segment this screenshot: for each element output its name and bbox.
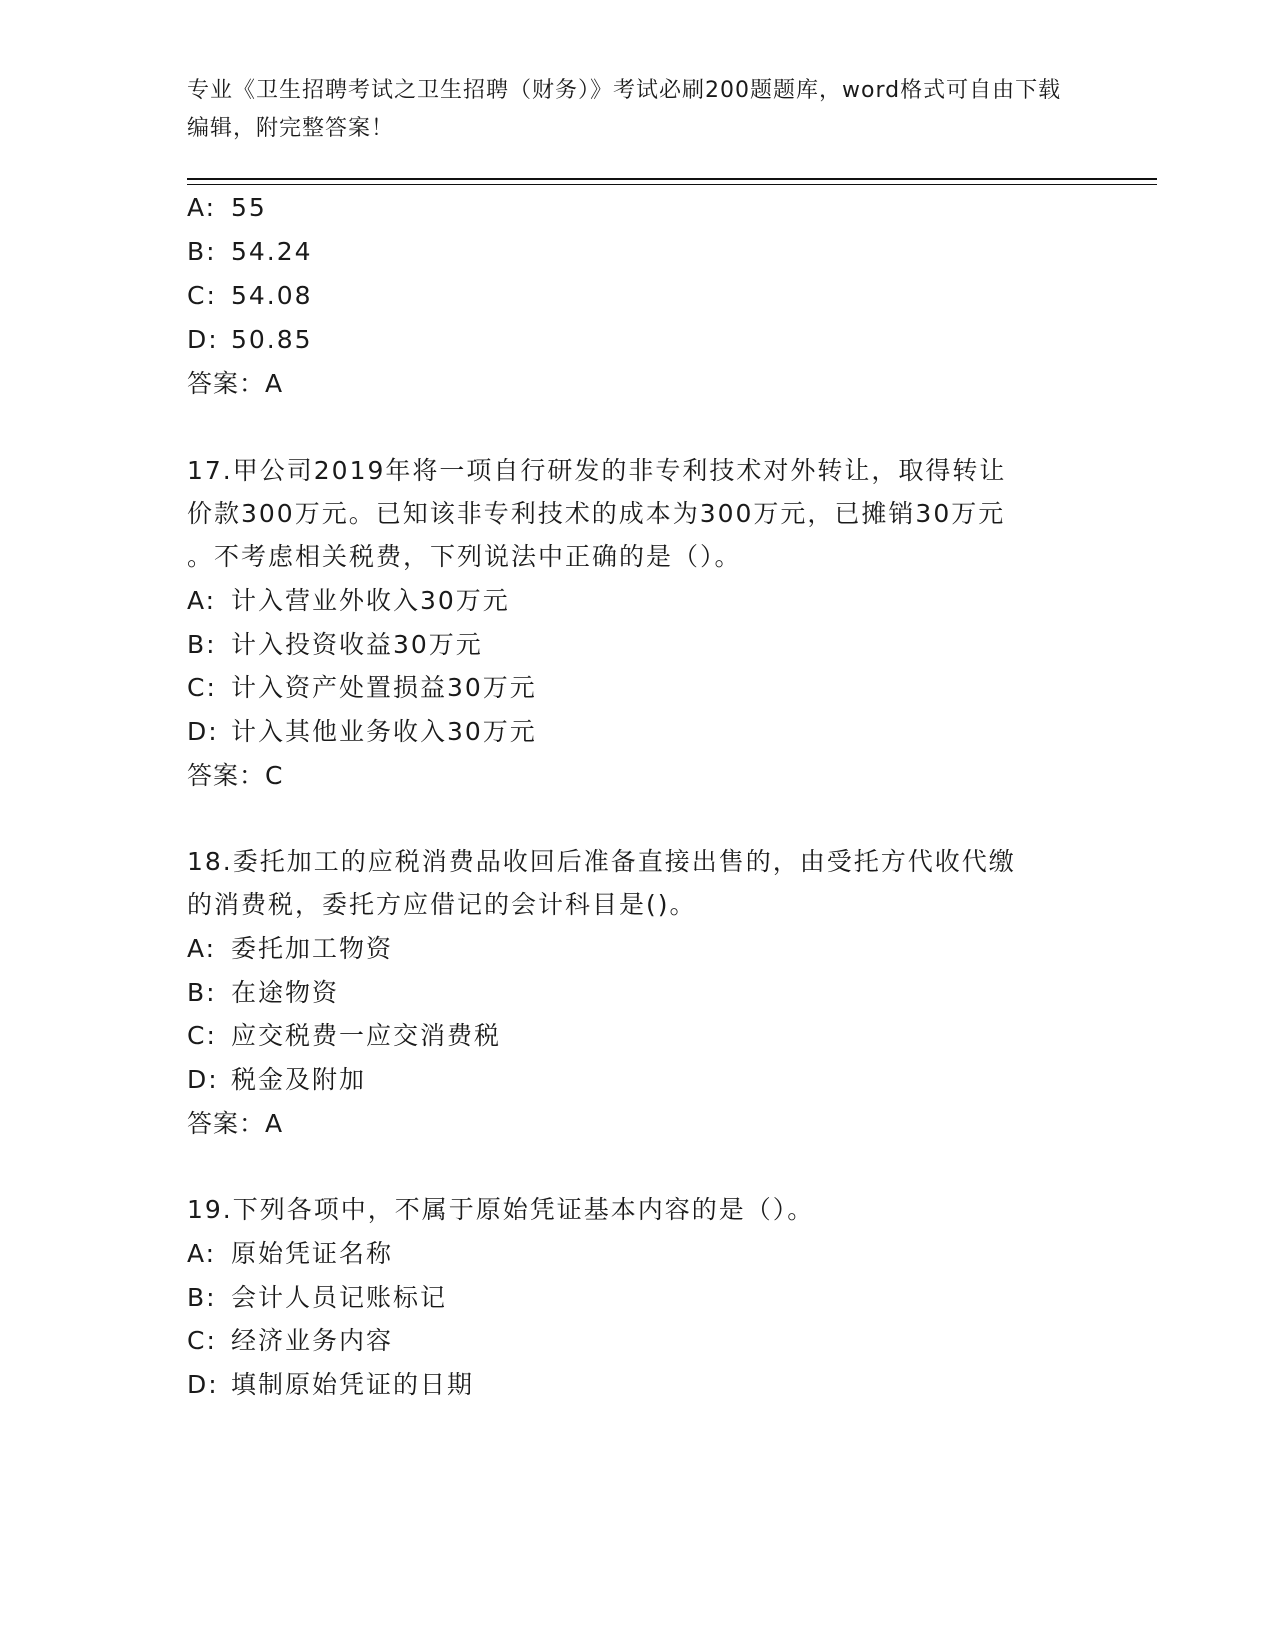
option-text: 计入营业外收入30万元: [231, 586, 510, 615]
option-text: 50.85: [231, 325, 313, 354]
q16-answer: 答案：A: [187, 369, 284, 398]
q17-option-b: [187, 629, 483, 661]
q17-option-d: [187, 716, 537, 748]
q16-option-a: [187, 192, 267, 224]
q18-stem-line-2: 的消费税，委托方应借记的会计科目是()。: [187, 890, 697, 919]
option-text: 54.08: [231, 281, 313, 310]
q16-option-c: [187, 280, 313, 312]
q18-stem-line-1: 18.委托加工的应税消费品收回后准备直接出售的，由受托方代收代缴: [187, 847, 1016, 876]
option-letter: C:: [187, 1326, 217, 1355]
option-letter: B:: [187, 1283, 217, 1312]
option-text: 54.24: [231, 237, 313, 266]
q17-stem-line-3: 。不考虑相关税费，下列说法中正确的是（）。: [187, 542, 742, 571]
q18-option-a: [187, 933, 393, 965]
q18-option-d: [187, 1064, 366, 1096]
q19-option-d: [187, 1369, 474, 1401]
option-text: 计入其他业务收入30万元: [231, 717, 537, 746]
q17-option-a: [187, 585, 510, 617]
q18-option-c: [187, 1020, 501, 1052]
q17-stem-line-2: 价款300万元。已知该非专利技术的成本为300万元，已摊销30万元: [187, 499, 1006, 528]
option-text: 在途物资: [231, 978, 340, 1007]
option-letter: C:: [187, 281, 217, 310]
option-letter: D:: [187, 717, 219, 746]
q18-answer: 答案：A: [187, 1109, 284, 1138]
q16-option-b: [187, 236, 313, 268]
q19-option-b: [187, 1282, 447, 1314]
q17-stem-line-1: 17.甲公司2019年将一项自行研发的非专利技术对外转让，取得转让: [187, 456, 1007, 485]
option-text: 应交税费一应交消费税: [231, 1021, 502, 1050]
option-text: 55: [231, 193, 267, 222]
option-text: 委托加工物资: [231, 934, 394, 963]
option-text: 计入资产处置损益30万元: [231, 673, 537, 702]
q16-option-d: [187, 324, 313, 356]
q17-option-c: [187, 672, 537, 704]
option-letter: B:: [187, 630, 217, 659]
header-divider-thick: [187, 178, 1157, 180]
option-text: 计入投资收益30万元: [231, 630, 483, 659]
option-text: 经济业务内容: [231, 1326, 394, 1355]
q17-answer: 答案：C: [187, 761, 284, 790]
option-letter: A:: [187, 193, 217, 222]
q18-option-b: [187, 977, 339, 1009]
option-letter: D:: [187, 1370, 219, 1399]
option-text: 会计人员记账标记: [231, 1283, 448, 1312]
option-letter: A:: [187, 1239, 217, 1268]
q19-stem-line-1: 19.下列各项中，不属于原始凭证基本内容的是（）。: [187, 1195, 815, 1224]
option-letter: D:: [187, 325, 219, 354]
option-text: 填制原始凭证的日期: [231, 1370, 475, 1399]
option-letter: D:: [187, 1065, 219, 1094]
option-letter: A:: [187, 934, 217, 963]
option-letter: B:: [187, 237, 217, 266]
q19-option-a: [187, 1238, 393, 1270]
q19-option-c: [187, 1325, 393, 1357]
option-letter: C:: [187, 673, 217, 702]
option-letter: A:: [187, 586, 217, 615]
option-text: 税金及附加: [231, 1065, 367, 1094]
header-divider-thin: [187, 184, 1157, 185]
option-text: 原始凭证名称: [231, 1239, 394, 1268]
option-letter: B:: [187, 978, 217, 1007]
document-header: 专业《卫生招聘考试之卫生招聘（财务）》考试必刷200题题库，word格式可自由下载编辑，附完整答案！: [187, 78, 1062, 141]
option-letter: C:: [187, 1021, 217, 1050]
